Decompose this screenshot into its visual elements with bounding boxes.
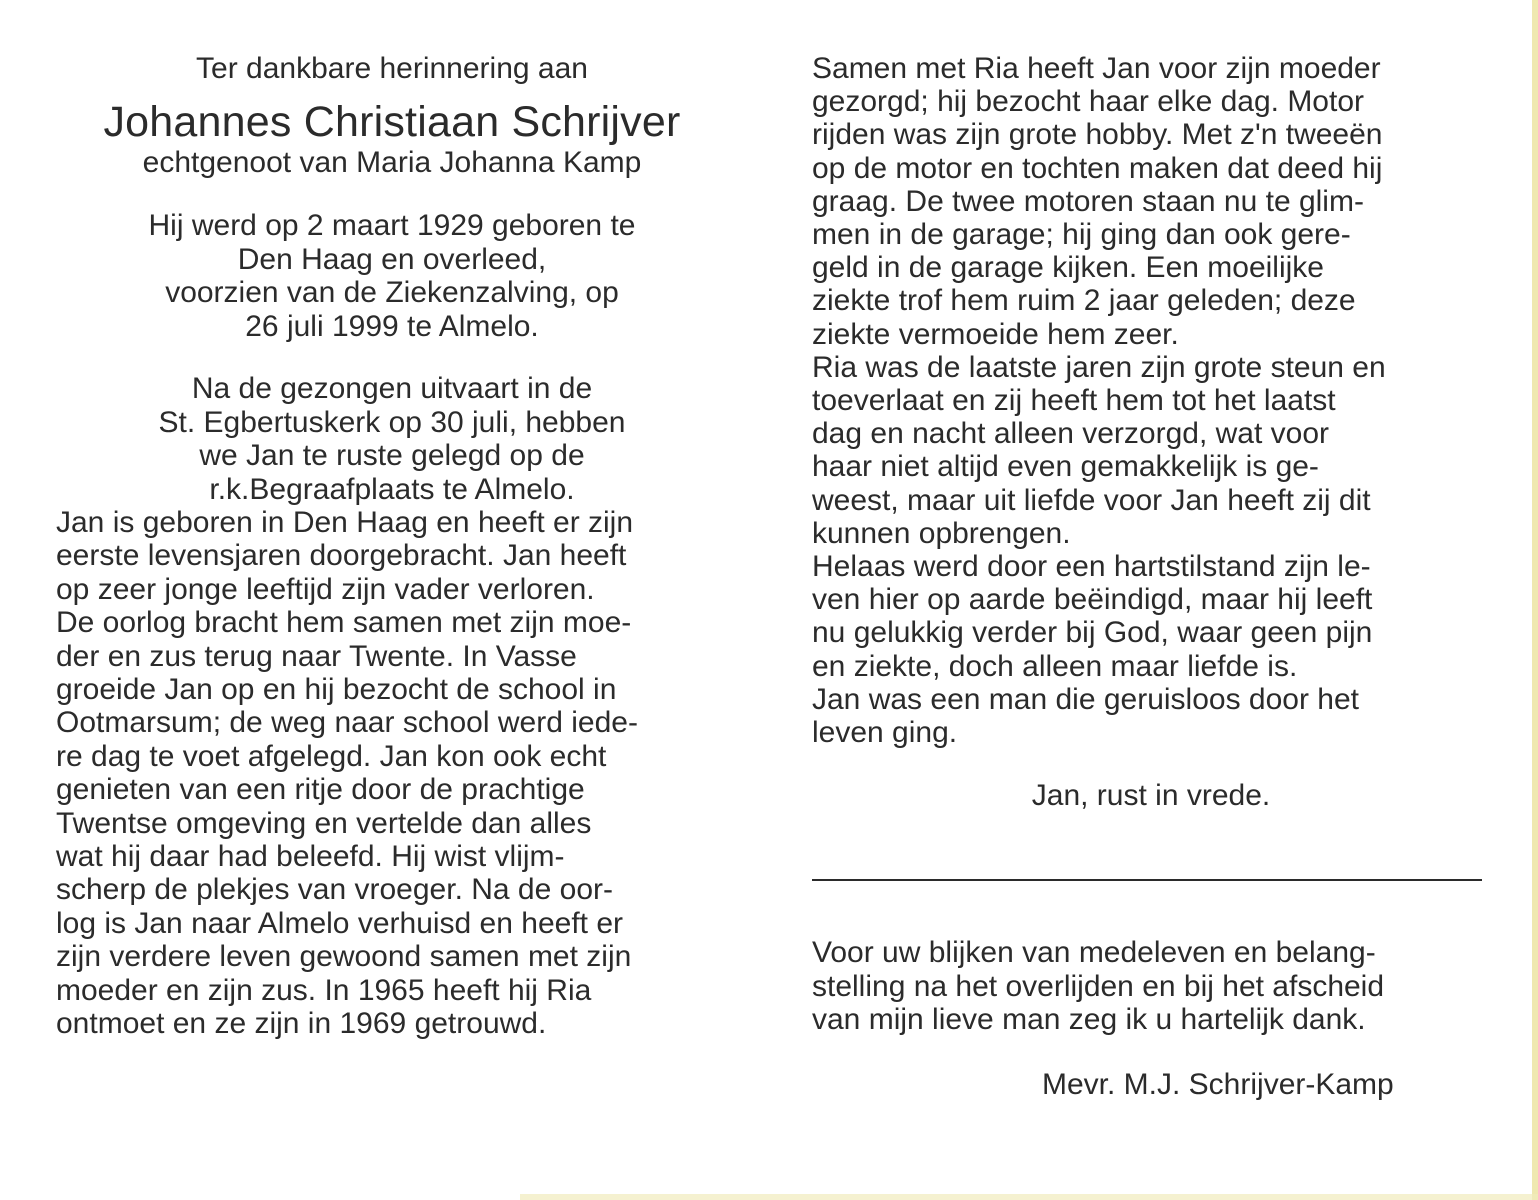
biography-text (56, 506, 728, 1041)
funeral-line: we Jan te ruste gelegd op de (199, 439, 585, 472)
bio-line: wat hij daar had beleefd. Hij wist vlijm- (56, 840, 565, 874)
funeral-line: St. Egbertuskerk op 30 juli, hebben (158, 405, 626, 439)
tribute-line: ziekte trof hem ruim 2 jaar geleden; deze (812, 284, 1356, 318)
tribute-line: Samen met Ria heeft Jan voor zijn moeder (812, 52, 1381, 85)
tribute-line: men in de garage; hij ging dan ook gere- (812, 218, 1351, 252)
birth-line: Hij werd op 2 maart 1929 geboren te (148, 209, 636, 242)
tribute-text (812, 52, 1482, 749)
bio-line: ontmoet en ze zijn in 1969 getrouwd. (56, 1007, 547, 1041)
right-column (812, 52, 1482, 813)
paper-edge-bottom (520, 1194, 1538, 1200)
tribute-line: toeverlaat en zij heeft hem tot het laatst (812, 384, 1336, 418)
birth-line: 26 juli 1999 te Almelo. (245, 309, 539, 343)
tribute-line: graag. De twee motoren staan nu te glim- (812, 184, 1364, 218)
spouse-line: echtgenoot van Maria Johanna Kamp (142, 146, 642, 179)
tribute-line: Helaas werd door een hartstilstand zijn le- (812, 550, 1371, 584)
closing-line: Jan, rust in vrede. (1031, 779, 1271, 813)
tribute-line: haar niet altijd even gemakkelijk is ge- (812, 450, 1319, 484)
tribute-line: leven ging. (812, 716, 958, 750)
tribute-line: en ziekte, doch alleen maar liefde is. (812, 649, 1298, 683)
tribute-line: nu gelukkig verder bij God, waar geen pijn (812, 616, 1373, 650)
tribute-line: ziekte vermoeide hem zeer. (812, 317, 1179, 351)
birth-line: Den Haag en overleed, (237, 242, 547, 276)
funeral-block (56, 372, 728, 506)
funeral-line: r.k.Begraafplaats te Almelo. (209, 472, 575, 506)
thanks-line: van mijn lieve man zeg ik u hartelijk dank. (812, 1003, 1366, 1036)
birth-line: voorzien van de Ziekenzalving, op (165, 276, 619, 309)
bio-line: Jan is geboren in Den Haag en heeft er zijn (56, 506, 634, 539)
bio-line: log is Jan naar Almelo verhuisd en heeft er (56, 906, 623, 940)
tribute-line: rijden was zijn grote hobby. Met z'n tweeën (812, 118, 1383, 152)
tribute-line: ven hier op aarde beëindigd, maar hij leeft (812, 583, 1373, 617)
deceased-name: Johannes Christiaan Schrijver (103, 98, 681, 146)
bio-line: eerste levensjaren doorgebracht. Jan heeft (56, 539, 627, 573)
tribute-line: geld in de garage kijken. Een moeilijke (812, 251, 1324, 285)
intro-line: Ter dankbare herinnering aan (196, 52, 588, 85)
tribute-line: Ria was de laatste jaren zijn grote steun en (812, 350, 1386, 384)
bio-line: genieten van een ritje door de prachtige (56, 773, 585, 807)
bio-line: Ootmarsum; de weg naar school werd iede- (56, 706, 638, 740)
bio-line: re dag te voet afgelegd. Jan kon ook echt (56, 739, 607, 773)
paper-edge-right (1532, 0, 1538, 1200)
bio-line: op zeer jonge leeftijd zijn vader verloren. (56, 572, 595, 606)
tribute-line: op de motor en tochten maken dat deed hij (812, 151, 1383, 185)
birth-death-block (56, 209, 728, 343)
tribute-line: dag en nacht alleen verzorgd, wat voor (812, 417, 1329, 451)
left-column (56, 52, 728, 1041)
divider-line (812, 879, 1482, 881)
signature: Mevr. M.J. Schrijver-Kamp (1042, 1068, 1394, 1101)
tribute-line: Jan was een man die geruisloos door het (812, 682, 1360, 716)
tribute-line: gezorgd; hij bezocht haar elke dag. Motor (812, 85, 1364, 119)
thanks-text (812, 936, 1482, 1037)
bio-line: der en zus terug naar Twente. In Vasse (56, 639, 577, 673)
funeral-line: Na de gezongen uitvaart in de (191, 372, 593, 405)
tribute-line: kunnen opbrengen. (812, 516, 1071, 550)
thanks-line: Voor uw blijken van medeleven en belang- (812, 936, 1376, 969)
bio-line: Twentse omgeving en vertelde dan alles (56, 806, 592, 840)
bio-line: De oorlog bracht hem samen met zijn moe- (56, 606, 632, 640)
tribute-line: weest, maar uit liefde voor Jan heeft zij dit (812, 483, 1371, 517)
bio-line: moeder en zijn zus. In 1965 heeft hij Ria (56, 973, 592, 1007)
bio-line: groeide Jan op en hij bezocht de school in (56, 673, 617, 707)
bio-line: zijn verdere leven gewoond samen met zijn (56, 940, 632, 974)
bio-line: scherp de plekjes van vroeger. Na de oor- (56, 873, 613, 907)
thanks-line: stelling na het overlijden en bij het afscheid (812, 969, 1385, 1003)
